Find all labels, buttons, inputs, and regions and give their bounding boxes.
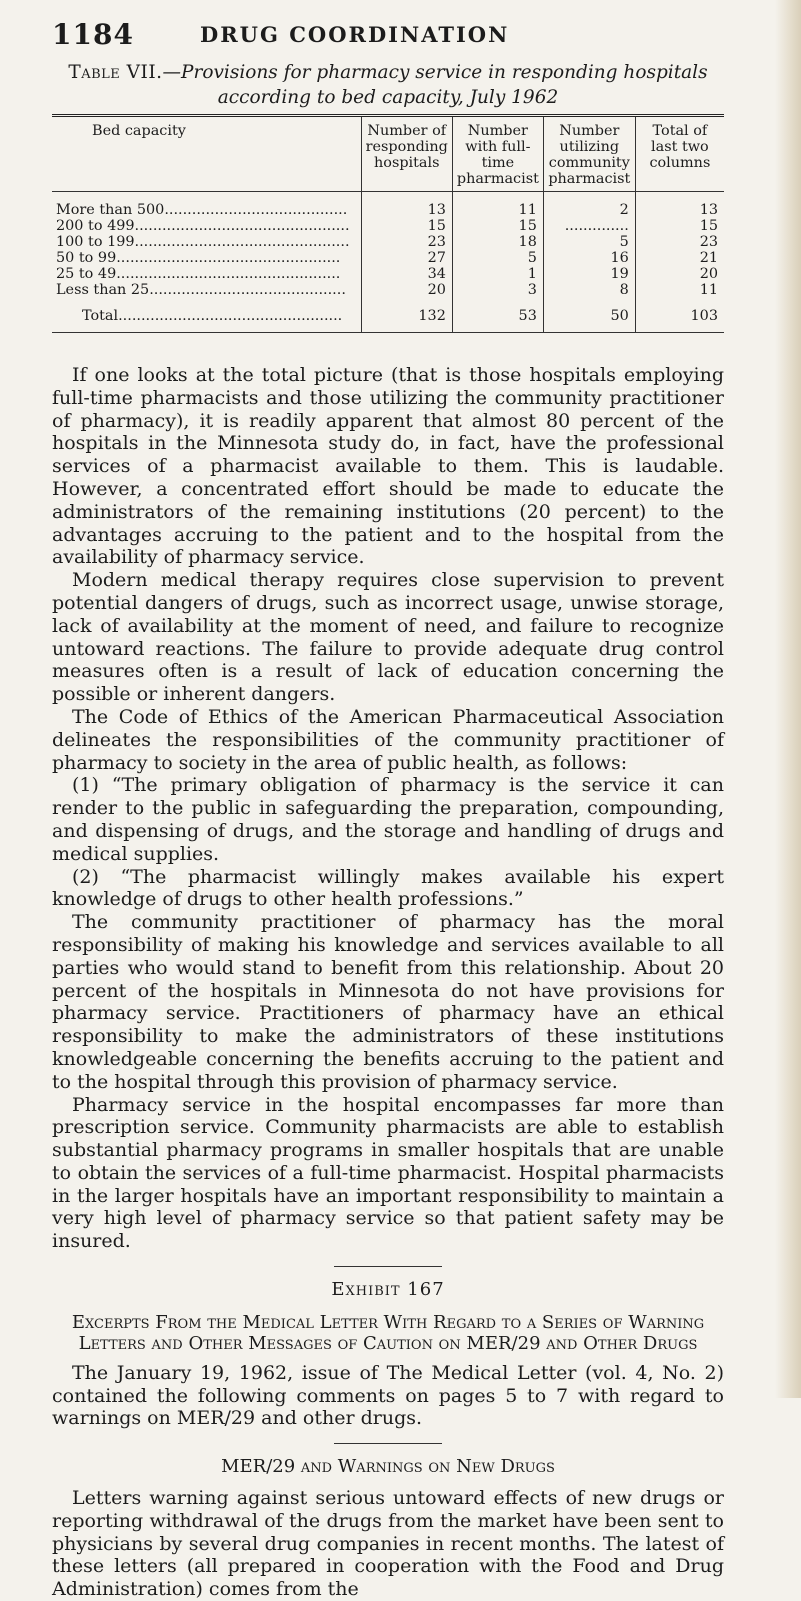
table-row [52, 234, 724, 250]
exhibit-title: Exhibit 167 [331, 1279, 445, 1301]
table-row [52, 266, 724, 282]
row-label [52, 266, 361, 282]
cell-responding: 132 [361, 298, 452, 333]
table-caption [52, 60, 724, 110]
header-community: Number utilizing community pharmacist [543, 116, 635, 192]
paragraph: (1) “The primary obligation of pharmacy is the service it can render to the public in safeguarding the preparation, compounding, and dispensing of drugs, and the storage and handling of drugs and medical supplies. [52, 774, 724, 865]
paragraph: The community practitioner of pharmacy has the moral responsibility of making his knowledge and services available to all parties who would stand to benefit from this relationship. About 20 percent of the hospitals in Minnesota do not have provisions for pharmacy service. Practitioners of pharmacy have an ethical responsibility to make the administrators of these institutions knowledgeable concerning the benefits accruing to the patient and to the hospital through this provision of pharmacy service. [52, 911, 724, 1093]
cell-total: 21 [635, 250, 724, 266]
row-label [52, 192, 361, 219]
dot-leader: ............................................... [134, 234, 350, 250]
cell-total: 13 [635, 192, 724, 219]
cell-total: 15 [635, 218, 724, 234]
section-divider [334, 1443, 442, 1444]
row-label-text: Total [82, 308, 119, 324]
paragraph: Pharmacy service in the hospital encompasses far more than prescription service. Community pharmacists are able to establish substantial pharmacy programs in smaller hospitals that are unable to obtain the services of a full-time pharmacist. Hospital pharmacists in the larger hospitals have an important responsibility to maintain a very high level of pharmacy service so that patient safety may be insured. [52, 1093, 724, 1253]
paragraph: If one looks at the total picture (that is those hospitals employing full-time pharmacists and those utilizing the community practitioner of pharmacy), it is readily apparent that almost 80 percent of the hospitals in the Minnesota study do, in fact, have the professional services of a pharmacist available to them. This is laudable. However, a concentrated effort should be made to educate the administrators of the remaining institutions (20 percent) to the advantages accruing to the patient and to the hospital from the availability of pharmacy service. [52, 364, 724, 569]
subheading: MER/29 and Warnings on New Drugs [221, 1456, 555, 1478]
row-label [52, 250, 361, 266]
cell-community: .............. [543, 218, 635, 234]
table-row [52, 218, 724, 234]
dot-leader: ........................................... [149, 282, 346, 298]
cell-full-time: 18 [452, 234, 543, 250]
table-total-row [52, 298, 724, 333]
row-label [52, 282, 361, 298]
page-header [52, 18, 724, 50]
cell-community: 8 [543, 282, 635, 298]
cell-full-time: 53 [452, 298, 543, 333]
header-full-time: Number with full-time pharmacist [452, 116, 543, 192]
header-total: Total of last two columns [635, 116, 724, 192]
page-number: 1184 [52, 18, 134, 51]
row-label-text: 50 to 99 [56, 250, 117, 266]
cell-full-time: 3 [452, 282, 543, 298]
cell-community: 50 [543, 298, 635, 333]
cell-responding: 15 [361, 218, 452, 234]
cell-community: 2 [543, 192, 635, 219]
paragraph: Letters warning against serious untoward effects of new drugs or reporting withdrawal of the drugs from the market have been sent to physicians by several drug companies in recent months. The latest of these letters (all prepared in cooperation with the Food and Drug Administration) comes from the [52, 1487, 724, 1601]
excerpt-heading: Excerpts From the Medical Letter With Regard to a Series of Warning Letters and Other Messages of Caution on MER/29 and Other Drugs [71, 1311, 705, 1354]
cell-total: 23 [635, 234, 724, 250]
cell-responding: 23 [361, 234, 452, 250]
header-bed-capacity: Bed capacity [92, 123, 186, 139]
cell-responding: 27 [361, 250, 452, 266]
table-title: —Provisions for pharmacy service in responding hospitals according to bed capacity, July 1962 [162, 62, 708, 108]
cell-responding: 34 [361, 266, 452, 282]
row-label [52, 218, 361, 234]
pharmacy-service-table [52, 114, 724, 333]
running-head: DRUG COORDINATION [200, 22, 510, 47]
dot-leader: ............................................... [134, 218, 350, 234]
cell-full-time: 5 [452, 250, 543, 266]
paragraph: Modern medical therapy requires close supervision to prevent potential dangers of drugs, such as incorrect usage, unwise storage, lack of availability at the moment of need, and failure to recognize untoward reactions. The failure to provide adequate drug control measures often is a result of lack of education concerning the possible or inherent dangers. [52, 569, 724, 706]
table-label: Table VII. [68, 62, 163, 83]
cell-full-time: 11 [452, 192, 543, 219]
dot-leader: ................................................. [118, 308, 343, 324]
cell-community: 16 [543, 250, 635, 266]
row-label [52, 298, 361, 333]
dot-leader: ................................................. [116, 266, 341, 282]
table-row [52, 192, 724, 219]
row-label-text: 25 to 49 [56, 266, 117, 282]
page-edge-shadow [775, 0, 801, 1398]
cell-full-time: 1 [452, 266, 543, 282]
header-responding: Number of responding hospitals [361, 116, 452, 192]
paragraph: (2) “The pharmacist willingly makes available his expert knowledge of drugs to other health professions.” [52, 865, 724, 911]
row-label-text: Less than 25 [56, 282, 150, 298]
table-row [52, 250, 724, 266]
cell-community: 5 [543, 234, 635, 250]
cell-full-time: 15 [452, 218, 543, 234]
row-label-text: 100 to 199 [56, 234, 135, 250]
row-label-text: 200 to 499 [56, 218, 135, 234]
table-header-row [52, 116, 724, 192]
cell-total: 20 [635, 266, 724, 282]
cell-responding: 20 [361, 282, 452, 298]
dot-leader: ................................................. [116, 250, 341, 266]
section-divider [334, 1266, 442, 1267]
cell-total: 103 [635, 298, 724, 333]
paragraph: The January 19, 1962, issue of The Medical Letter (vol. 4, No. 2) contained the following comments on pages 5 to 7 with regard to warnings on MER/29 and other drugs. [52, 1361, 724, 1430]
table-row [52, 282, 724, 298]
row-label-text: More than 500 [56, 202, 165, 218]
cell-responding: 13 [361, 192, 452, 219]
dot-leader: ........................................ [164, 202, 348, 218]
cell-community: 19 [543, 266, 635, 282]
cell-total: 11 [635, 282, 724, 298]
body-text [52, 364, 724, 1601]
row-label [52, 234, 361, 250]
paragraph: The Code of Ethics of the American Pharmaceutical Association delineates the responsibilities of the community practitioner of pharmacy to society in the area of public health, as follows: [52, 705, 724, 774]
